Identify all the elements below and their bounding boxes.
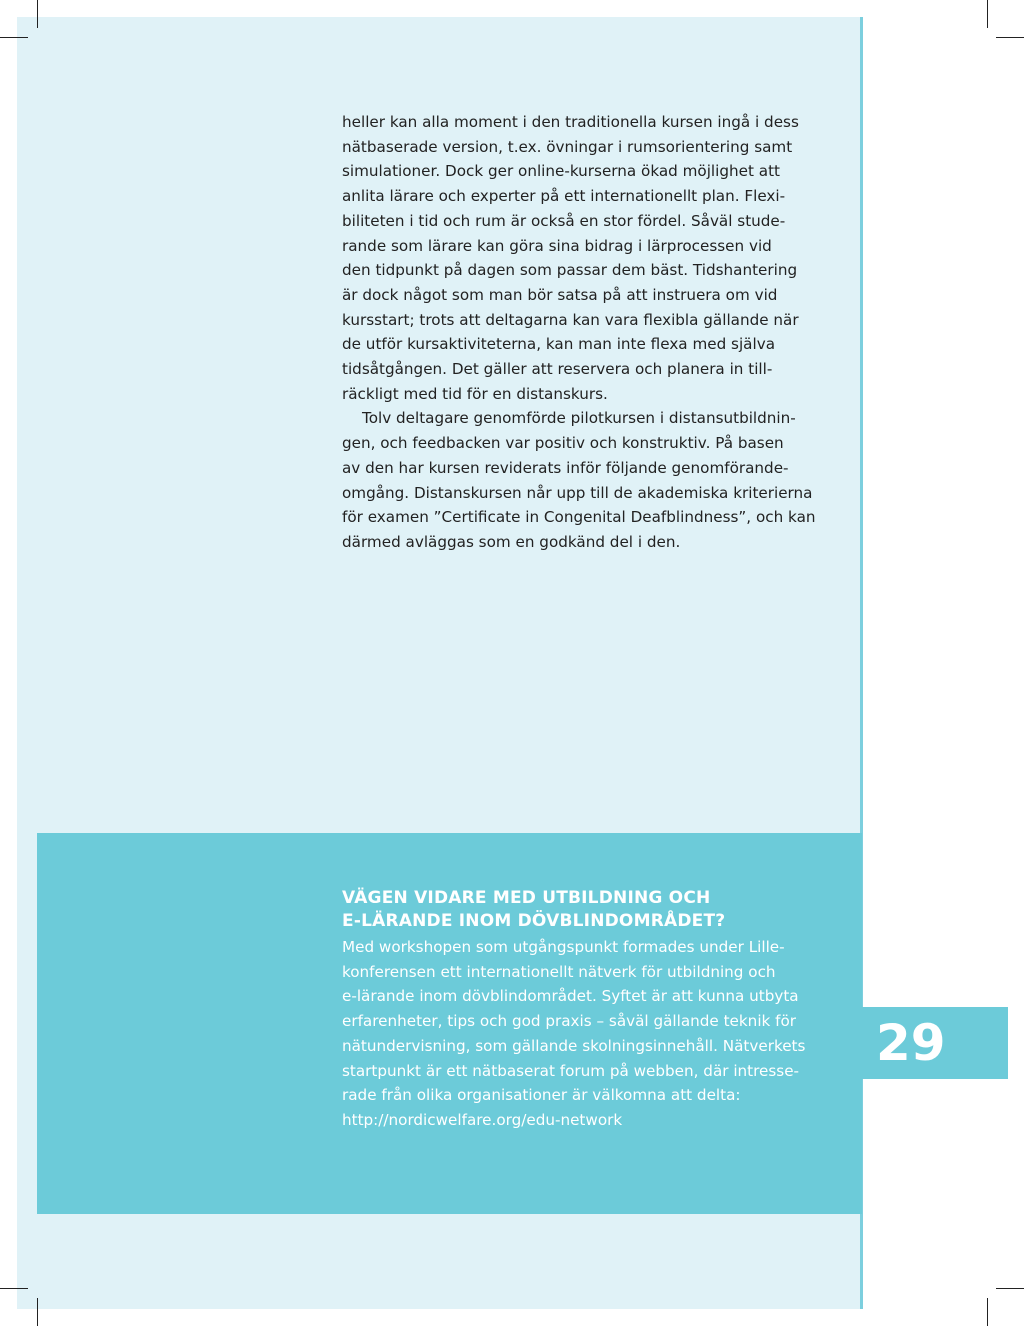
info-text-line: nätundervisning, som gällande skolningsinnehåll. Nätverkets — [342, 1036, 806, 1055]
body-line: den tidpunkt på dagen som passar dem bäst. Tidshantering — [342, 261, 798, 280]
page-number: 29 — [876, 1014, 946, 1072]
body-line: tidsåtgången. Det gäller att reservera och planera in till- — [342, 360, 773, 379]
body-line: de utför kursaktiviteterna, kan man inte flexa med själva — [342, 335, 775, 354]
body-line: omgång. Distanskursen når upp till de akademiska kriterierna — [342, 483, 813, 502]
body-line: av den har kursen reviderats inför följande genomförande- — [342, 458, 789, 477]
body-line: biliteten i tid och rum är också en stor fördel. Såväl stude- — [342, 211, 786, 230]
body-line: räckligt med tid för en distanskurs. — [342, 384, 608, 403]
info-text-line: konferensen ett internationellt nätverk för utbildning och — [342, 962, 776, 981]
body-line: är dock något som man bör satsa på att instruera om vid — [342, 285, 778, 304]
body-line: heller kan alla moment i den traditionella kursen ingå i dess — [342, 113, 799, 131]
info-box-text — [342, 935, 805, 1133]
crop-mark — [987, 0, 988, 28]
body-text — [342, 110, 842, 555]
crop-mark — [37, 1298, 38, 1326]
body-line: rande som lärare kan göra sina bidrag i lärprocessen vid — [342, 236, 772, 255]
crop-mark — [37, 0, 38, 28]
crop-mark — [996, 1288, 1024, 1289]
body-line: för examen ”Certificate in Congenital Deafblindness”, och kan — [342, 508, 816, 527]
body-line: anlita lärare och experter på ett internationellt plan. Flexi- — [342, 187, 786, 206]
info-text-line: erfarenheter, tips och god praxis – såväl gällande teknik för — [342, 1012, 797, 1031]
crop-mark — [0, 37, 28, 38]
info-text-line: Med workshopen som utgångspunkt formades under Lille- — [342, 938, 785, 956]
body-line: nätbaserade version, t.ex. övningar i rumsorientering samt — [342, 137, 793, 156]
info-text-line: rade från olika organisationer är välkomna att delta: — [342, 1086, 741, 1105]
body-line: därmed avläggas som en godkänd del i den. — [342, 532, 681, 551]
info-box-title — [342, 887, 725, 933]
crop-mark — [987, 1298, 988, 1326]
body-line: Tolv deltagare genomförde pilotkursen i distansutbildnin- — [362, 409, 796, 428]
crop-mark — [996, 37, 1024, 38]
body-line: kursstart; trots att deltagarna kan vara flexibla gällande när — [342, 310, 799, 329]
info-text-line: startpunkt är ett nätbaserat forum på webben, där intresse- — [342, 1061, 800, 1080]
body-line: gen, och feedbacken var positiv och konstruktiv. På basen — [342, 434, 784, 453]
crop-mark — [0, 1288, 28, 1289]
info-title-line: VÄGEN VIDARE MED UTBILDNING OCH — [342, 888, 711, 908]
network-url[interactable]: http://nordicwelfare.org/edu-network — [342, 1110, 623, 1129]
info-title-line: E-LÄRANDE INOM DÖVBLINDOMRÅDET? — [342, 911, 726, 931]
info-text-line: e-lärande inom dövblindområdet. Syftet är att kunna utbyta — [342, 987, 799, 1006]
body-line: simulationer. Dock ger online-kurserna ökad möjlighet att — [342, 162, 780, 181]
